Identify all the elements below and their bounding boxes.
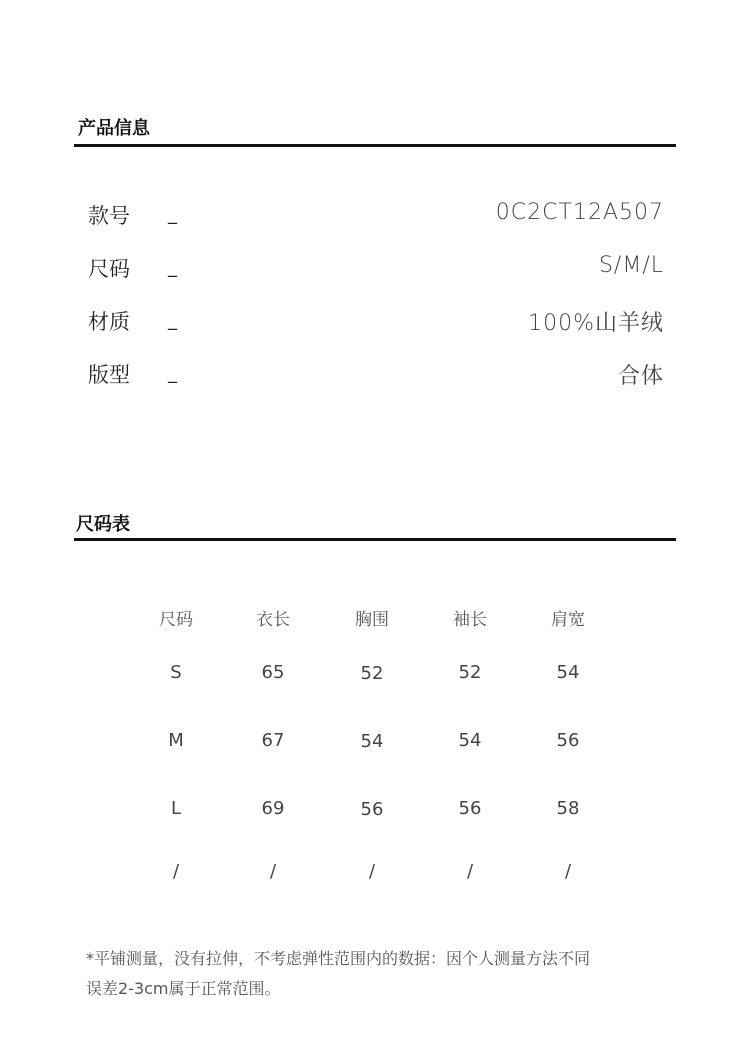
- table-cell: 67: [261, 730, 285, 751]
- info-value: 100%山羊绒: [528, 311, 664, 336]
- info-row-fit: [88, 359, 664, 389]
- table-cell: 65: [261, 662, 285, 683]
- info-row-style-number: [88, 200, 664, 230]
- table-cell: 54: [360, 731, 384, 752]
- table-header: 胸围: [355, 610, 389, 630]
- info-dash: _: [168, 204, 177, 225]
- table-cell: 54: [556, 662, 580, 683]
- table-cell: /: [269, 861, 277, 882]
- table-cell: L: [170, 798, 182, 819]
- info-dash: _: [168, 257, 177, 278]
- info-row-material: [88, 306, 664, 336]
- table-cell: 58: [556, 798, 580, 819]
- info-value: 0C2CT12A507: [495, 200, 664, 225]
- product-info-divider: [74, 144, 676, 147]
- table-header: 衣长: [256, 610, 290, 630]
- table-header: 尺码: [159, 610, 193, 630]
- table-cell: /: [466, 861, 474, 882]
- product-info-title: 产品信息: [78, 118, 150, 139]
- info-label: 款号: [88, 204, 130, 228]
- table-header: 肩宽: [551, 610, 585, 630]
- info-row-size: [88, 253, 664, 283]
- table-cell: /: [564, 861, 572, 882]
- table-header: 袖长: [453, 610, 487, 630]
- table-cell: 52: [360, 663, 384, 684]
- table-cell: 56: [458, 798, 482, 819]
- table-cell: 69: [261, 798, 285, 819]
- note-line-2: 误差2-3cm属于正常范围。: [86, 979, 281, 998]
- note-line-1: *平铺测量，没有拉伸，不考虑弹性范围内的数据：因个人测量方法不同: [86, 949, 591, 968]
- info-label: 尺码: [88, 257, 130, 281]
- measurement-note: [86, 944, 686, 1004]
- info-label: 版型: [88, 363, 130, 387]
- table-cell: /: [368, 861, 376, 882]
- info-dash: _: [168, 363, 177, 384]
- info-label: 材质: [88, 310, 130, 334]
- info-value: S/M/L: [598, 253, 664, 278]
- size-chart-divider: [74, 538, 676, 541]
- table-cell: 54: [458, 730, 482, 751]
- table-cell: /: [172, 861, 180, 882]
- info-value: 合体: [617, 364, 664, 389]
- size-chart-title: 尺码表: [76, 514, 130, 535]
- info-dash: _: [168, 310, 177, 331]
- table-cell: M: [168, 730, 184, 751]
- table-cell: 52: [458, 662, 482, 683]
- table-cell: S: [170, 662, 182, 683]
- table-cell: 56: [360, 799, 384, 820]
- table-cell: 56: [556, 730, 580, 751]
